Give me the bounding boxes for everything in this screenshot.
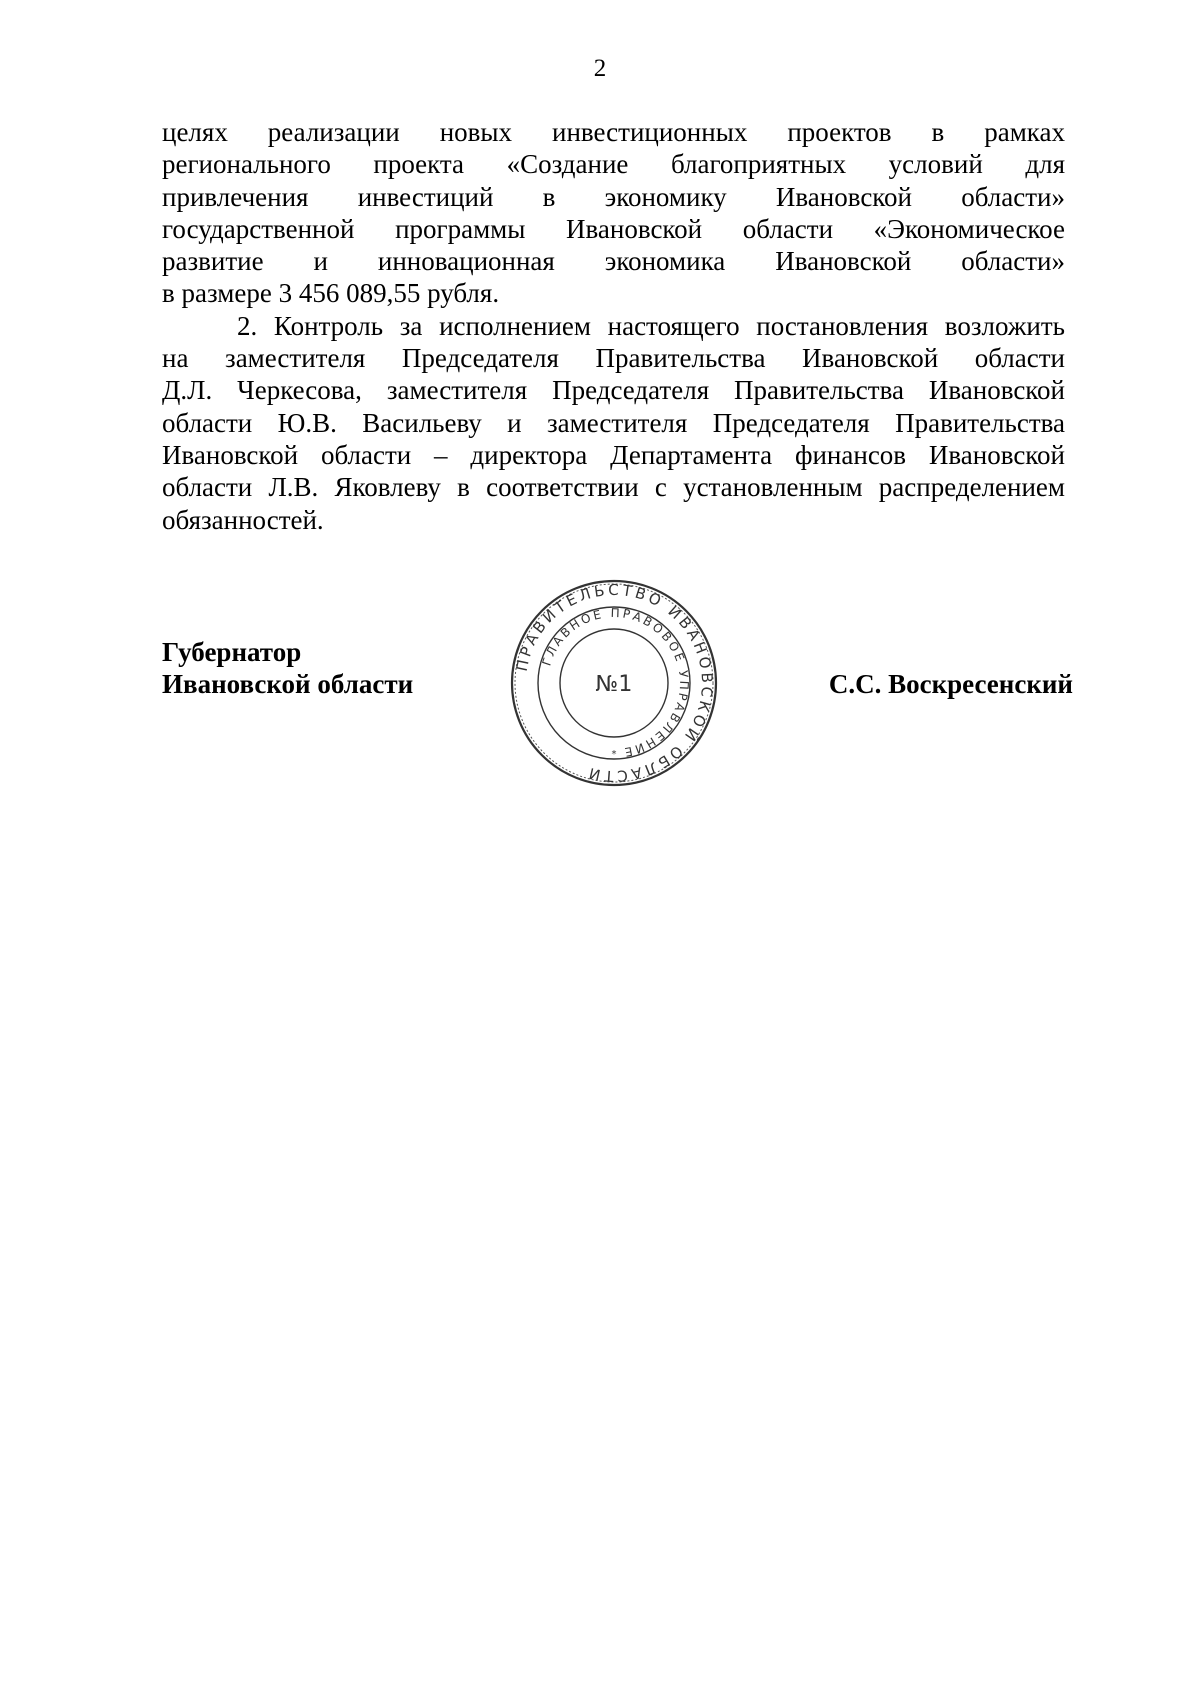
- text-line: Д.Л. Черкесова, заместителя Председателя Правительства Ивановской: [162, 375, 1065, 406]
- text-line: регионального проекта «Создание благоприятных условий для: [162, 149, 1065, 180]
- page-number: 2: [593, 55, 607, 82]
- text-line: целях реализации новых инвестиционных проектов в рамках: [162, 117, 1065, 147]
- text-line: привлечения инвестиций в экономику Ивановской области»: [162, 181, 1065, 212]
- text-line: обязанностей.: [162, 504, 324, 535]
- signatory-title-line-2: Ивановской области: [162, 669, 414, 700]
- text-line: Ивановской области – директора Департамента финансов Ивановской: [162, 439, 1065, 470]
- text-line: на заместителя Председателя Правительства Ивановской области: [162, 343, 1065, 374]
- text-line: развитие и инновационная экономика Ивановской области»: [162, 246, 1065, 277]
- stamp-star-icon: *: [611, 749, 617, 760]
- stamp-number: №1: [595, 672, 633, 697]
- signatory-name: С.С. Воскресенский: [828, 669, 1073, 699]
- text-line: государственной программы Ивановской области «Экономическое: [162, 213, 1065, 244]
- text-line: области Ю.В. Васильеву и заместителя Председателя Правительства: [162, 407, 1065, 438]
- text-line: области Л.В. Яковлеву в соответствии с установленным распределением: [162, 472, 1065, 503]
- signatory-title-line-1: Губернатор: [162, 637, 302, 667]
- stamp-outer-text: ПРАВИТЕЛЬСТВО ИВАНОВСКОЙ ОБЛАСТИ: [512, 580, 717, 786]
- signatory-title: [162, 636, 413, 701]
- text-line: 2. Контроль за исполнением настоящего постановления возложить: [237, 310, 1065, 341]
- paragraph-1: [162, 116, 1065, 310]
- official-stamp: [508, 577, 720, 789]
- paragraph-2: [162, 310, 1065, 536]
- document-body: [162, 116, 1065, 536]
- stamp-inner-text: ГЛАВНОЕ ПРАВОВОЕ УПРАВЛЕНИЕ: [539, 605, 692, 760]
- text-line: в размере 3 456 089,55 рубля.: [162, 278, 500, 309]
